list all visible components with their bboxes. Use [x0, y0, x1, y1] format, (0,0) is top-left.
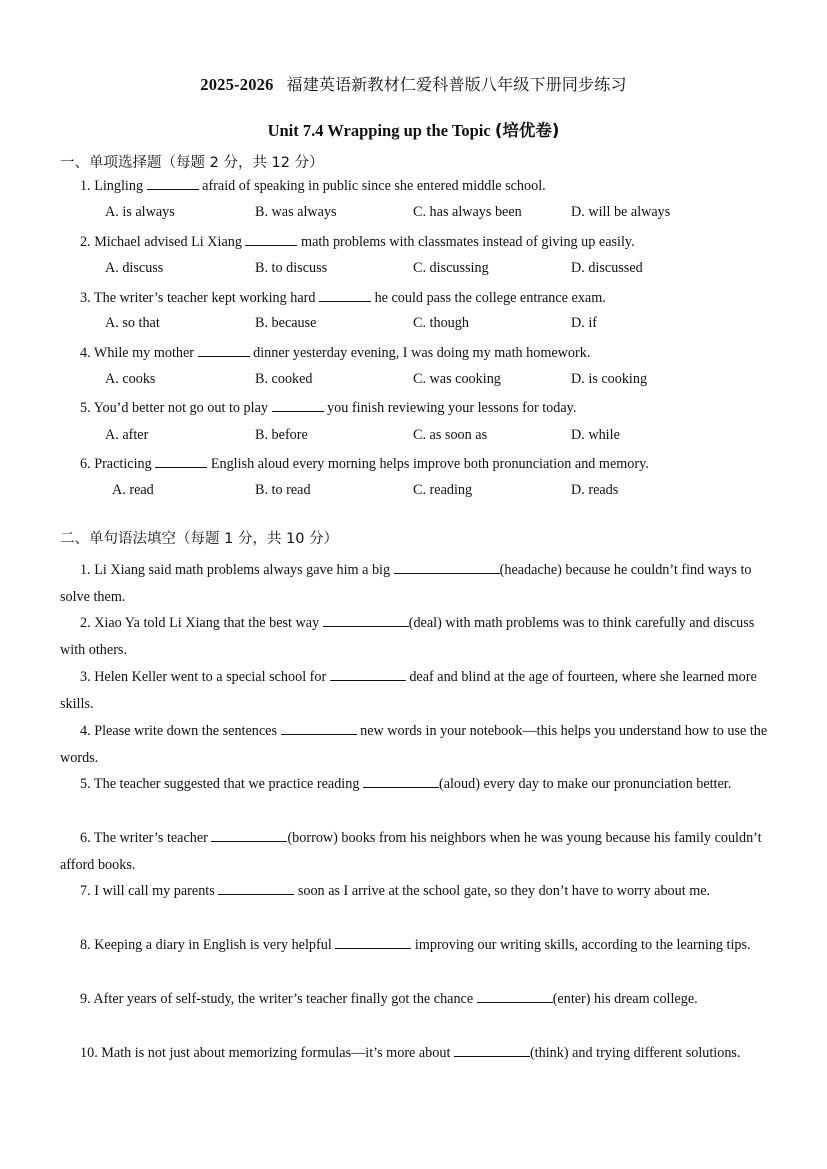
mc-option[interactable]: D. reads	[571, 482, 619, 498]
mc-option[interactable]: B. because	[255, 315, 317, 331]
answer-blank[interactable]	[211, 828, 287, 842]
mc-option[interactable]: A. read	[112, 482, 154, 498]
question-text-before: 4. While my mother	[80, 345, 198, 361]
answer-blank[interactable]	[394, 560, 500, 574]
worksheet-subtitle	[0, 117, 827, 141]
question-text-after: math problems with classmates instead of giving up easily.	[297, 234, 635, 250]
mc-option[interactable]: D. will be always	[571, 204, 671, 220]
answer-blank[interactable]	[363, 774, 439, 788]
question-text-before: 5. The teacher suggested that we practice reading	[80, 776, 363, 792]
question-text-before: 1. Lingling	[80, 178, 147, 194]
mc-options	[105, 260, 805, 280]
title-chinese: 福建英语新教材仁爱科普版八年级下册同步练习	[286, 75, 627, 94]
question-text-after: dinner yesterday evening, I was doing my math homework.	[249, 345, 591, 361]
question-text-after: deaf and blind at the age of fourteen, where she learned more skills.	[60, 669, 757, 712]
mc-option[interactable]: C. has always been	[413, 204, 522, 220]
grammar-question	[60, 610, 770, 663]
question-text-before: 7. I will call my parents	[80, 883, 219, 899]
mc-option[interactable]: B. to discuss	[255, 260, 328, 276]
mc-options	[112, 482, 812, 502]
mc-option[interactable]: A. is always	[105, 204, 175, 220]
answer-blank[interactable]	[155, 454, 207, 468]
grammar-question	[60, 878, 770, 905]
question-text-before: 2. Xiao Ya told Li Xiang that the best way	[80, 615, 323, 631]
question-text-before: 10. Math is not just about memorizing formulas—it’s more about	[80, 1045, 454, 1061]
mc-options	[105, 371, 805, 391]
answer-blank[interactable]	[330, 667, 406, 681]
mc-option[interactable]: A. cooks	[105, 371, 156, 387]
mc-option[interactable]: C. was cooking	[413, 371, 501, 387]
question-text-before: 4. Please write down the sentences	[80, 723, 281, 739]
section1-heading: 一、单项选择题（每题 2 分，共 12 分）	[60, 155, 324, 171]
answer-blank[interactable]	[335, 935, 411, 949]
mc-option[interactable]: A. so that	[105, 315, 160, 331]
answer-blank[interactable]	[198, 343, 250, 357]
mc-option[interactable]: D. if	[571, 315, 598, 331]
question-text-after: (aloud) every day to make our pronunciation better.	[438, 776, 732, 792]
question-text-after: English aloud every morning helps improve both pronunciation and memory.	[207, 456, 649, 472]
answer-blank[interactable]	[319, 288, 371, 302]
mc-option[interactable]: C. reading	[413, 482, 473, 498]
question-text-before: 6. Practicing	[80, 456, 156, 472]
answer-blank[interactable]	[323, 613, 409, 627]
question-text-after: afraid of speaking in public since she entered middle school.	[198, 178, 546, 194]
answer-blank[interactable]	[147, 176, 199, 190]
mc-options	[105, 427, 805, 447]
worksheet-title	[0, 72, 827, 95]
grammar-question	[60, 1040, 770, 1067]
grammar-question	[60, 664, 770, 717]
unit-title: Unit 7.4 Wrapping up the Topic	[267, 121, 491, 140]
mc-option[interactable]: A. discuss	[105, 260, 164, 276]
mc-options	[105, 315, 805, 335]
answer-blank[interactable]	[454, 1043, 530, 1057]
mc-question	[80, 232, 635, 251]
mc-question	[80, 176, 546, 195]
question-text-after: (think) and trying different solutions.	[529, 1045, 741, 1061]
answer-blank[interactable]	[477, 989, 553, 1003]
grammar-question	[60, 718, 770, 771]
question-text-before: 6. The writer’s teacher	[80, 830, 212, 846]
mc-option[interactable]: D. is cooking	[571, 371, 648, 387]
grammar-question	[60, 771, 770, 798]
question-text-before: 5. You’d better not go out to play	[80, 400, 272, 416]
question-text-before: 1. Li Xiang said math problems always gave him a big	[80, 562, 394, 578]
title-year: 2025-2026	[200, 75, 274, 94]
mc-option[interactable]: C. as soon as	[413, 427, 488, 443]
question-text-before: 3. Helen Keller went to a special school for	[80, 669, 330, 685]
grammar-question	[60, 557, 770, 610]
answer-blank[interactable]	[272, 398, 324, 412]
question-text-after: new words in your notebook—this helps you understand how to use the words.	[60, 723, 768, 766]
unit-level: (培优卷)	[494, 121, 560, 140]
mc-option[interactable]: C. discussing	[413, 260, 489, 276]
answer-blank[interactable]	[281, 721, 357, 735]
question-text-before: 3. The writer’s teacher kept working hard	[80, 290, 320, 306]
question-text-after: (borrow) books from his neighbors when he was young because his family couldn’t afford books.	[60, 830, 762, 873]
mc-option[interactable]: A. after	[105, 427, 149, 443]
mc-option[interactable]: B. to read	[255, 482, 311, 498]
question-text-after: he could pass the college entrance exam.	[371, 290, 606, 306]
grammar-question	[60, 986, 770, 1013]
answer-blank[interactable]	[218, 881, 294, 895]
question-text-after: improving our writing skills, according to the learning tips.	[411, 937, 751, 953]
question-text-before: 8. Keeping a diary in English is very helpful	[80, 937, 336, 953]
mc-question	[80, 454, 649, 473]
mc-option[interactable]: B. before	[255, 427, 308, 443]
mc-option[interactable]: D. discussed	[571, 260, 643, 276]
grammar-question	[60, 932, 770, 959]
question-text-before: 2. Michael advised Li Xiang	[80, 234, 246, 250]
question-text-after: (enter) his dream college.	[552, 991, 698, 1007]
mc-question	[80, 398, 576, 417]
grammar-question	[60, 825, 770, 878]
mc-question	[80, 343, 590, 362]
mc-option[interactable]: C. though	[413, 315, 469, 331]
mc-option[interactable]: B. was always	[255, 204, 337, 220]
mc-question	[80, 288, 606, 307]
mc-options	[105, 204, 805, 224]
mc-option[interactable]: B. cooked	[255, 371, 313, 387]
question-text-after: you finish reviewing your lessons for today.	[323, 400, 577, 416]
mc-option[interactable]: D. while	[571, 427, 620, 443]
section2-heading: 二、单句语法填空（每题 1 分，共 10 分）	[60, 531, 339, 547]
question-text-after: soon as I arrive at the school gate, so they don’t have to worry about me.	[294, 883, 711, 899]
answer-blank[interactable]	[245, 232, 297, 246]
question-text-after: (deal) with math problems was to think carefully and discuss with others.	[60, 615, 755, 658]
question-text-before: 9. After years of self-study, the writer’s teacher finally got the chance	[80, 991, 477, 1007]
question-text-after: (headache) because he couldn’t find ways to solve them.	[60, 562, 752, 605]
